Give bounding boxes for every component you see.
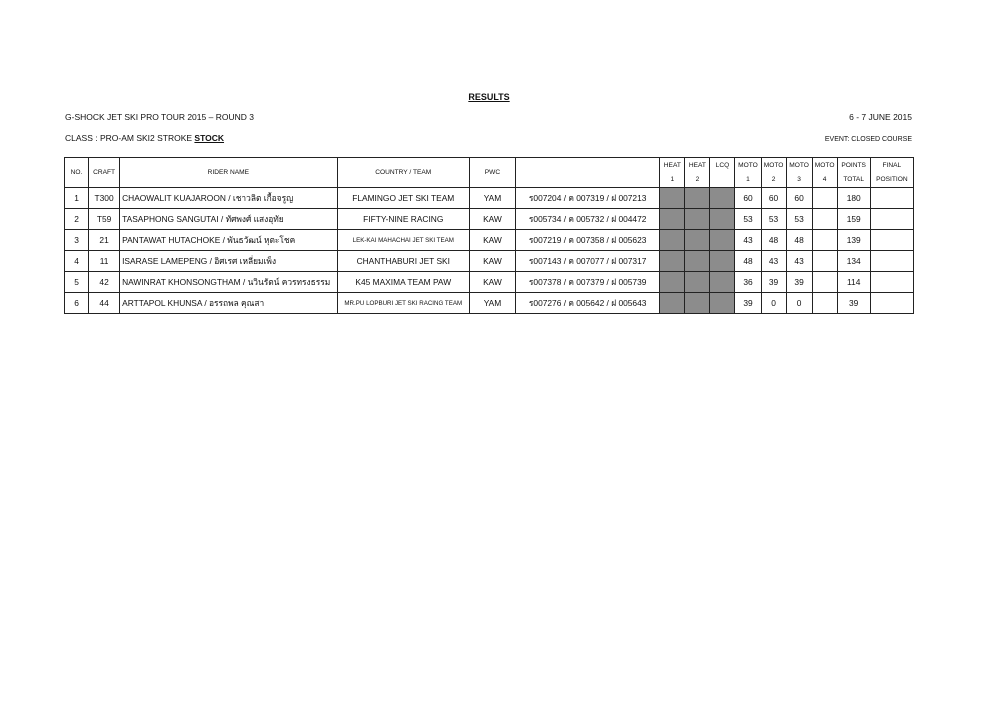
col-no: NO. <box>65 158 89 188</box>
cell-moto-3: 43 <box>786 251 812 272</box>
col-points: POINTS <box>837 158 870 173</box>
cell-moto-4 <box>812 209 837 230</box>
cell-pwc: KAW <box>469 209 515 230</box>
class-stock: STOCK <box>194 133 225 143</box>
cell-moto-1: 53 <box>735 209 761 230</box>
cell-moto-3: 60 <box>786 188 812 209</box>
cell-lcq <box>710 188 735 209</box>
cell-reg: ร007219 / ค 007358 / ฝ 005623 <box>516 230 660 251</box>
cell-no: 6 <box>65 293 89 314</box>
cell-moto-1: 36 <box>735 272 761 293</box>
col-heat-1-num: 1 <box>660 172 685 188</box>
cell-heat-2 <box>685 251 710 272</box>
cell-team: FLAMINGO JET SKI TEAM <box>337 188 469 209</box>
cell-team: FIFTY-NINE RACING <box>337 209 469 230</box>
cell-rider: ISARASE LAMEPENG / อิศเรศ เหลี่ยมเพ็ง <box>120 251 338 272</box>
cell-moto-4 <box>812 272 837 293</box>
cell-no: 1 <box>65 188 89 209</box>
table-row <box>65 272 914 293</box>
event-name: G-SHOCK JET SKI PRO TOUR 2015 – ROUND 3 <box>65 112 254 122</box>
cell-points: 139 <box>837 230 870 251</box>
event-course: EVENT: CLOSED COURSE <box>824 136 912 143</box>
cell-moto-2: 43 <box>761 251 786 272</box>
cell-moto-3: 0 <box>786 293 812 314</box>
cell-team: LEK-KAI MAHACHAI JET SKI TEAM <box>337 230 469 251</box>
cell-moto-4 <box>812 188 837 209</box>
cell-moto-3: 53 <box>786 209 812 230</box>
cell-lcq <box>710 230 735 251</box>
cell-moto-3: 39 <box>786 272 812 293</box>
table-row <box>65 188 914 209</box>
cell-pwc: YAM <box>469 188 515 209</box>
table-row <box>65 293 914 314</box>
col-moto-3-num: 3 <box>786 172 812 188</box>
cell-heat-1 <box>660 251 685 272</box>
cell-rider: TASAPHONG SANGUTAI / ทัศพงศ์ แสงอุทัย <box>120 209 338 230</box>
col-heat-2: HEAT <box>685 158 710 173</box>
col-moto-1: MOTO <box>735 158 761 173</box>
cell-craft: 21 <box>89 230 120 251</box>
cell-craft: 44 <box>89 293 120 314</box>
cell-moto-4 <box>812 230 837 251</box>
col-moto-2: MOTO <box>761 158 786 173</box>
class-prefix: CLASS : PRO-AM SKI2 STROKE <box>65 133 195 143</box>
cell-points: 114 <box>837 272 870 293</box>
col-reg <box>516 158 660 188</box>
cell-moto-1: 43 <box>735 230 761 251</box>
cell-lcq <box>710 272 735 293</box>
cell-reg: ร007378 / ค 007379 / ฝ 005739 <box>516 272 660 293</box>
cell-reg: ร007204 / ค 007319 / ฝ 007213 <box>516 188 660 209</box>
col-final: FINAL <box>870 158 913 173</box>
cell-rider: ARTTAPOL KHUNSA / อรรถพล คุณสา <box>120 293 338 314</box>
col-pwc: PWC <box>469 158 515 188</box>
cell-final <box>870 188 913 209</box>
cell-moto-2: 39 <box>761 272 786 293</box>
cell-points: 134 <box>837 251 870 272</box>
col-moto-4: MOTO <box>812 158 837 173</box>
table-row <box>65 251 914 272</box>
event-date: 6 - 7 JUNE 2015 <box>849 112 912 122</box>
page-title: RESULTS <box>468 92 510 102</box>
cell-moto-4 <box>812 251 837 272</box>
cell-final <box>870 251 913 272</box>
col-moto-2-num: 2 <box>761 172 786 188</box>
col-lcq-sub <box>710 172 735 188</box>
cell-heat-2 <box>685 209 710 230</box>
class-label <box>65 133 224 143</box>
cell-craft: 11 <box>89 251 120 272</box>
cell-heat-2 <box>685 272 710 293</box>
cell-points: 180 <box>837 188 870 209</box>
cell-team: MR.PU LOPBURI JET SKI RACING TEAM <box>337 293 469 314</box>
cell-moto-1: 60 <box>735 188 761 209</box>
cell-moto-2: 48 <box>761 230 786 251</box>
cell-rider: NAWINRAT KHONSONGTHAM / นวินรัตน์ ควรทรงธรรม <box>120 272 338 293</box>
cell-heat-1 <box>660 293 685 314</box>
cell-points: 39 <box>837 293 870 314</box>
cell-rider: PANTAWAT HUTACHOKE / พันธวัฒน์ หุตะโชค <box>120 230 338 251</box>
cell-moto-2: 0 <box>761 293 786 314</box>
cell-pwc: YAM <box>469 293 515 314</box>
cell-moto-4 <box>812 293 837 314</box>
cell-team: CHANTHABURI JET SKI <box>337 251 469 272</box>
cell-heat-1 <box>660 188 685 209</box>
col-craft: CRAFT <box>89 158 120 188</box>
cell-heat-1 <box>660 209 685 230</box>
cell-pwc: KAW <box>469 251 515 272</box>
cell-lcq <box>710 209 735 230</box>
col-rider: RIDER NAME <box>120 158 338 188</box>
cell-no: 5 <box>65 272 89 293</box>
results-body <box>65 188 914 314</box>
table-row <box>65 209 914 230</box>
cell-final <box>870 293 913 314</box>
col-moto-4-num: 4 <box>812 172 837 188</box>
cell-craft: 42 <box>89 272 120 293</box>
cell-reg: ร007276 / ค 005642 / ฝ 005643 <box>516 293 660 314</box>
col-heat-1: HEAT <box>660 158 685 173</box>
cell-moto-2: 53 <box>761 209 786 230</box>
table-row <box>65 230 914 251</box>
cell-final <box>870 272 913 293</box>
results-table <box>64 157 914 314</box>
cell-moto-2: 60 <box>761 188 786 209</box>
cell-no: 3 <box>65 230 89 251</box>
cell-moto-3: 48 <box>786 230 812 251</box>
cell-team: K45 MAXIMA TEAM PAW <box>337 272 469 293</box>
cell-craft: T59 <box>89 209 120 230</box>
cell-rider: CHAOWALIT KUAJAROON / เชาวลิต เกื้อจรูญ <box>120 188 338 209</box>
cell-craft: T300 <box>89 188 120 209</box>
cell-lcq <box>710 251 735 272</box>
cell-lcq <box>710 293 735 314</box>
cell-points: 159 <box>837 209 870 230</box>
col-moto-3: MOTO <box>786 158 812 173</box>
cell-reg: ร007143 / ค 007077 / ฝ 007317 <box>516 251 660 272</box>
cell-final <box>870 230 913 251</box>
cell-pwc: KAW <box>469 230 515 251</box>
cell-final <box>870 209 913 230</box>
cell-reg: ร005734 / ค 005732 / ฝ 004472 <box>516 209 660 230</box>
col-moto-1-num: 1 <box>735 172 761 188</box>
cell-heat-2 <box>685 188 710 209</box>
cell-no: 4 <box>65 251 89 272</box>
col-final-sub: POSITION <box>870 172 913 188</box>
cell-no: 2 <box>65 209 89 230</box>
cell-pwc: KAW <box>469 272 515 293</box>
cell-heat-2 <box>685 230 710 251</box>
col-points-sub: TOTAL <box>837 172 870 188</box>
col-team: COUNTRY / TEAM <box>337 158 469 188</box>
cell-moto-1: 48 <box>735 251 761 272</box>
header-row <box>65 158 914 173</box>
cell-heat-1 <box>660 230 685 251</box>
col-lcq: LCQ <box>710 158 735 173</box>
col-heat-2-num: 2 <box>685 172 710 188</box>
cell-heat-1 <box>660 272 685 293</box>
cell-heat-2 <box>685 293 710 314</box>
cell-moto-1: 39 <box>735 293 761 314</box>
